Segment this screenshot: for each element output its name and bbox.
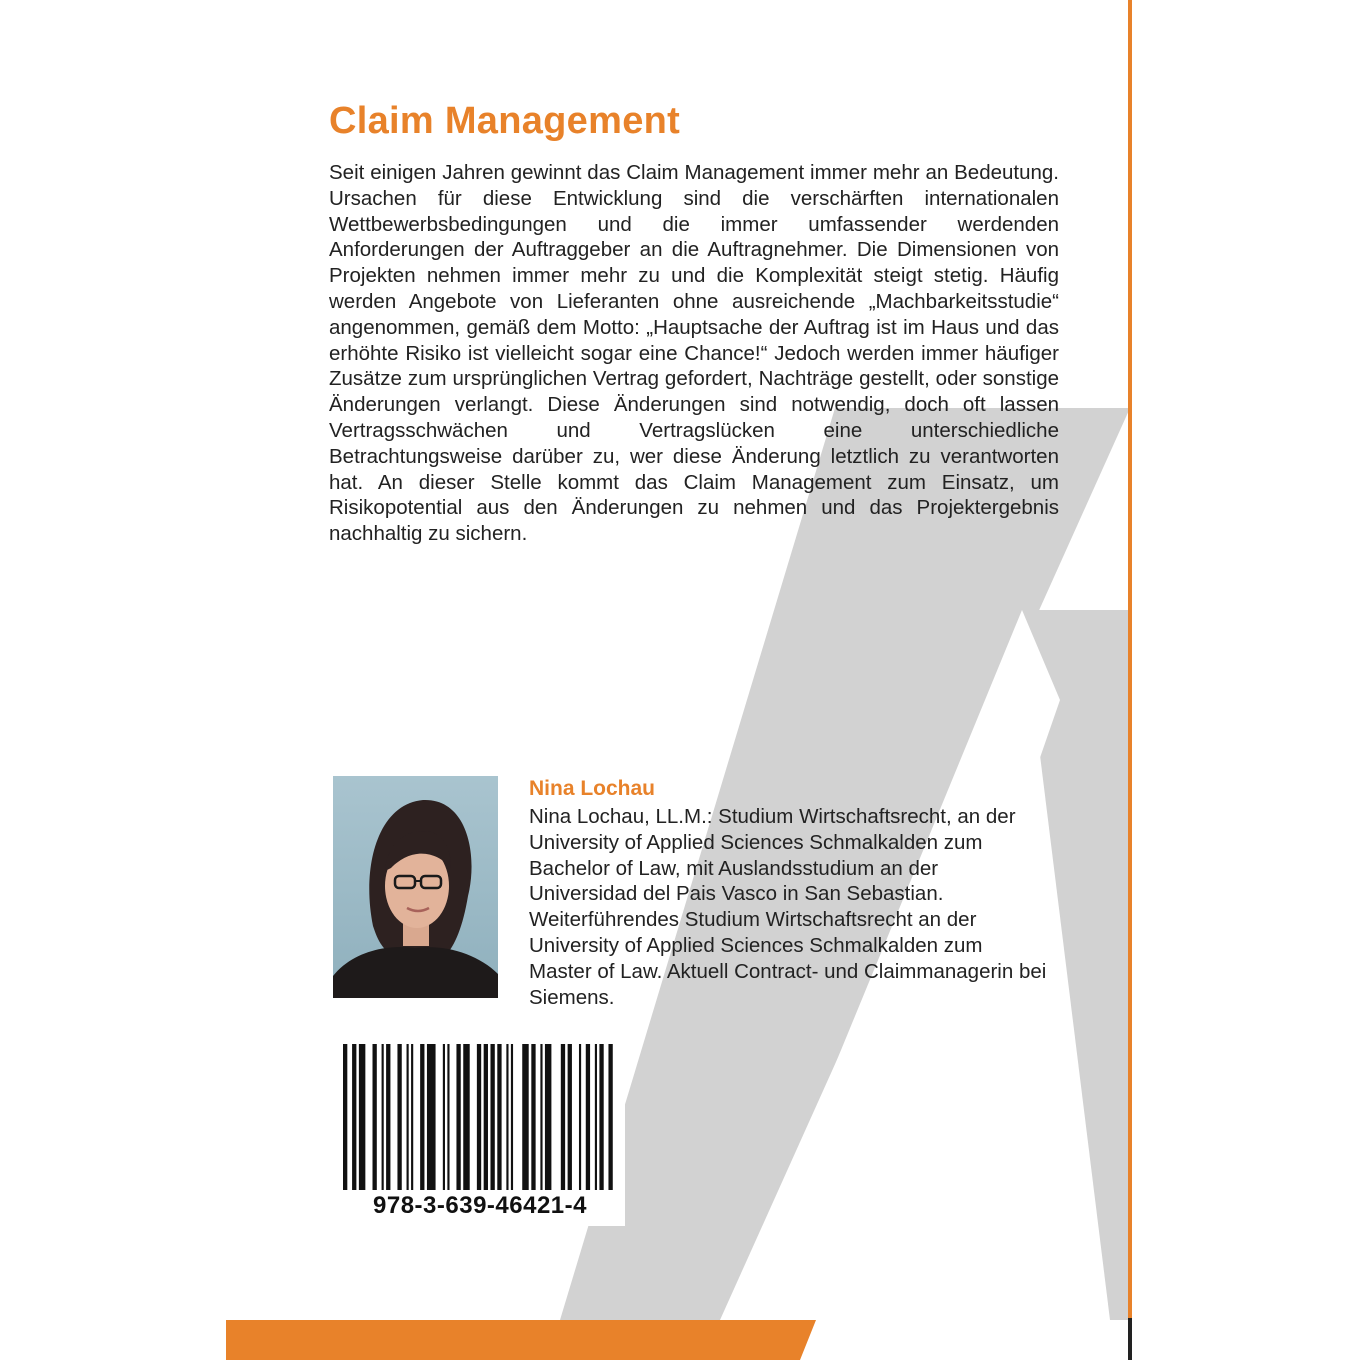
barcode-bar xyxy=(540,1044,542,1190)
barcode-bar xyxy=(420,1044,424,1190)
barcode-bar xyxy=(427,1044,436,1190)
right-edge-rule-dark xyxy=(1128,1318,1132,1360)
barcode-bar xyxy=(443,1044,445,1190)
barcode-bar xyxy=(599,1044,603,1190)
barcode-bar xyxy=(595,1044,597,1190)
barcode-bar xyxy=(545,1044,551,1190)
barcode-bar xyxy=(359,1044,365,1190)
barcode-bar xyxy=(382,1044,384,1190)
barcode-bar xyxy=(511,1044,513,1190)
barcode-bar xyxy=(484,1044,488,1190)
barcode-bar xyxy=(343,1044,347,1190)
barcode-bar xyxy=(447,1044,449,1190)
barcode-bar xyxy=(568,1044,572,1190)
barcode-bar xyxy=(397,1044,401,1190)
author-name: Nina Lochau xyxy=(529,777,656,800)
author-bio: Nina Lochau, LL.M.: Studium Wirtschaftsrecht, an der University of Applied Sciences Schmalkalden zum Bachelor of Law, mit Auslandsstudium an der Universidad del Pais Vasco in San Sebastian. Weiterführendes Studium Wirtschaftsrecht an der University of Applied Sciences Schmalkalden zum Master of Law. Aktuell Contract- und Claimmanagerin bei Siemens. xyxy=(529,805,1047,1009)
barcode-bar xyxy=(531,1044,535,1190)
barcode-bar xyxy=(477,1044,481,1190)
barcode-bar xyxy=(579,1044,581,1190)
barcode-bars xyxy=(343,1044,613,1190)
barcode-bar xyxy=(586,1044,590,1190)
barcode xyxy=(335,1036,625,1226)
barcode-bar xyxy=(352,1044,356,1190)
barcode-bar xyxy=(522,1044,528,1190)
author-photo xyxy=(333,776,498,998)
bottom-accent-band xyxy=(226,1320,816,1360)
barcode-bar xyxy=(490,1044,494,1190)
book-description: Seit einigen Jahren gewinnt das Claim Management immer mehr an Bedeutung. Ursachen für diese Entwicklung sind die verschärften internationalen Wettbewerbsbedingungen und die immer umfassender werdenden Anforderungen der Auftraggeber an die Auftragnehmer. Die Dimensionen von Projekten nehmen immer mehr zu und die Komplexität steigt stetig. Häufig werden Angebote von Lieferanten ohne ausreichende „Machbarkeitsstudie“ angenommen, gemäß dem Motto: „Hauptsache der Auftrag ist im Haus und das erhöhte Risiko ist vielleicht sogar eine Chance!“ Jedoch werden immer häufiger Zusätze zum ursprünglichen Vertrag gefordert, Nachträge gestellt, oder sonstige Änderungen verlangt. Diese Änderungen sind notwendig, doch oft lassen Vertragsschwächen und Vertragslücken eine unterschiedliche Betrachtungsweise darüber zu, wer diese Änderung letztlich zu verantworten hat. An dieser Stelle kommt das Claim Management zum Einsatz, um Risikopotential aus den Änderungen zu nehmen und das Projektergebnis nachhaltig zu sichern. xyxy=(329,161,1059,546)
right-edge-rule xyxy=(1128,0,1132,1360)
barcode-bar xyxy=(463,1044,469,1190)
book-title: Claim Management xyxy=(329,100,681,142)
isbn-number: 978-3-639-46421-4 xyxy=(373,1192,587,1219)
barcode-bar xyxy=(506,1044,508,1190)
barcode-bar xyxy=(456,1044,460,1190)
barcode-bar xyxy=(373,1044,377,1190)
barcode-bar xyxy=(411,1044,413,1190)
bottom-band-shape xyxy=(226,1320,816,1360)
barcode-bar xyxy=(608,1044,612,1190)
barcode-bar xyxy=(497,1044,501,1190)
barcode-bar xyxy=(407,1044,409,1190)
barcode-bar xyxy=(386,1044,390,1190)
barcode-bar xyxy=(561,1044,565,1190)
